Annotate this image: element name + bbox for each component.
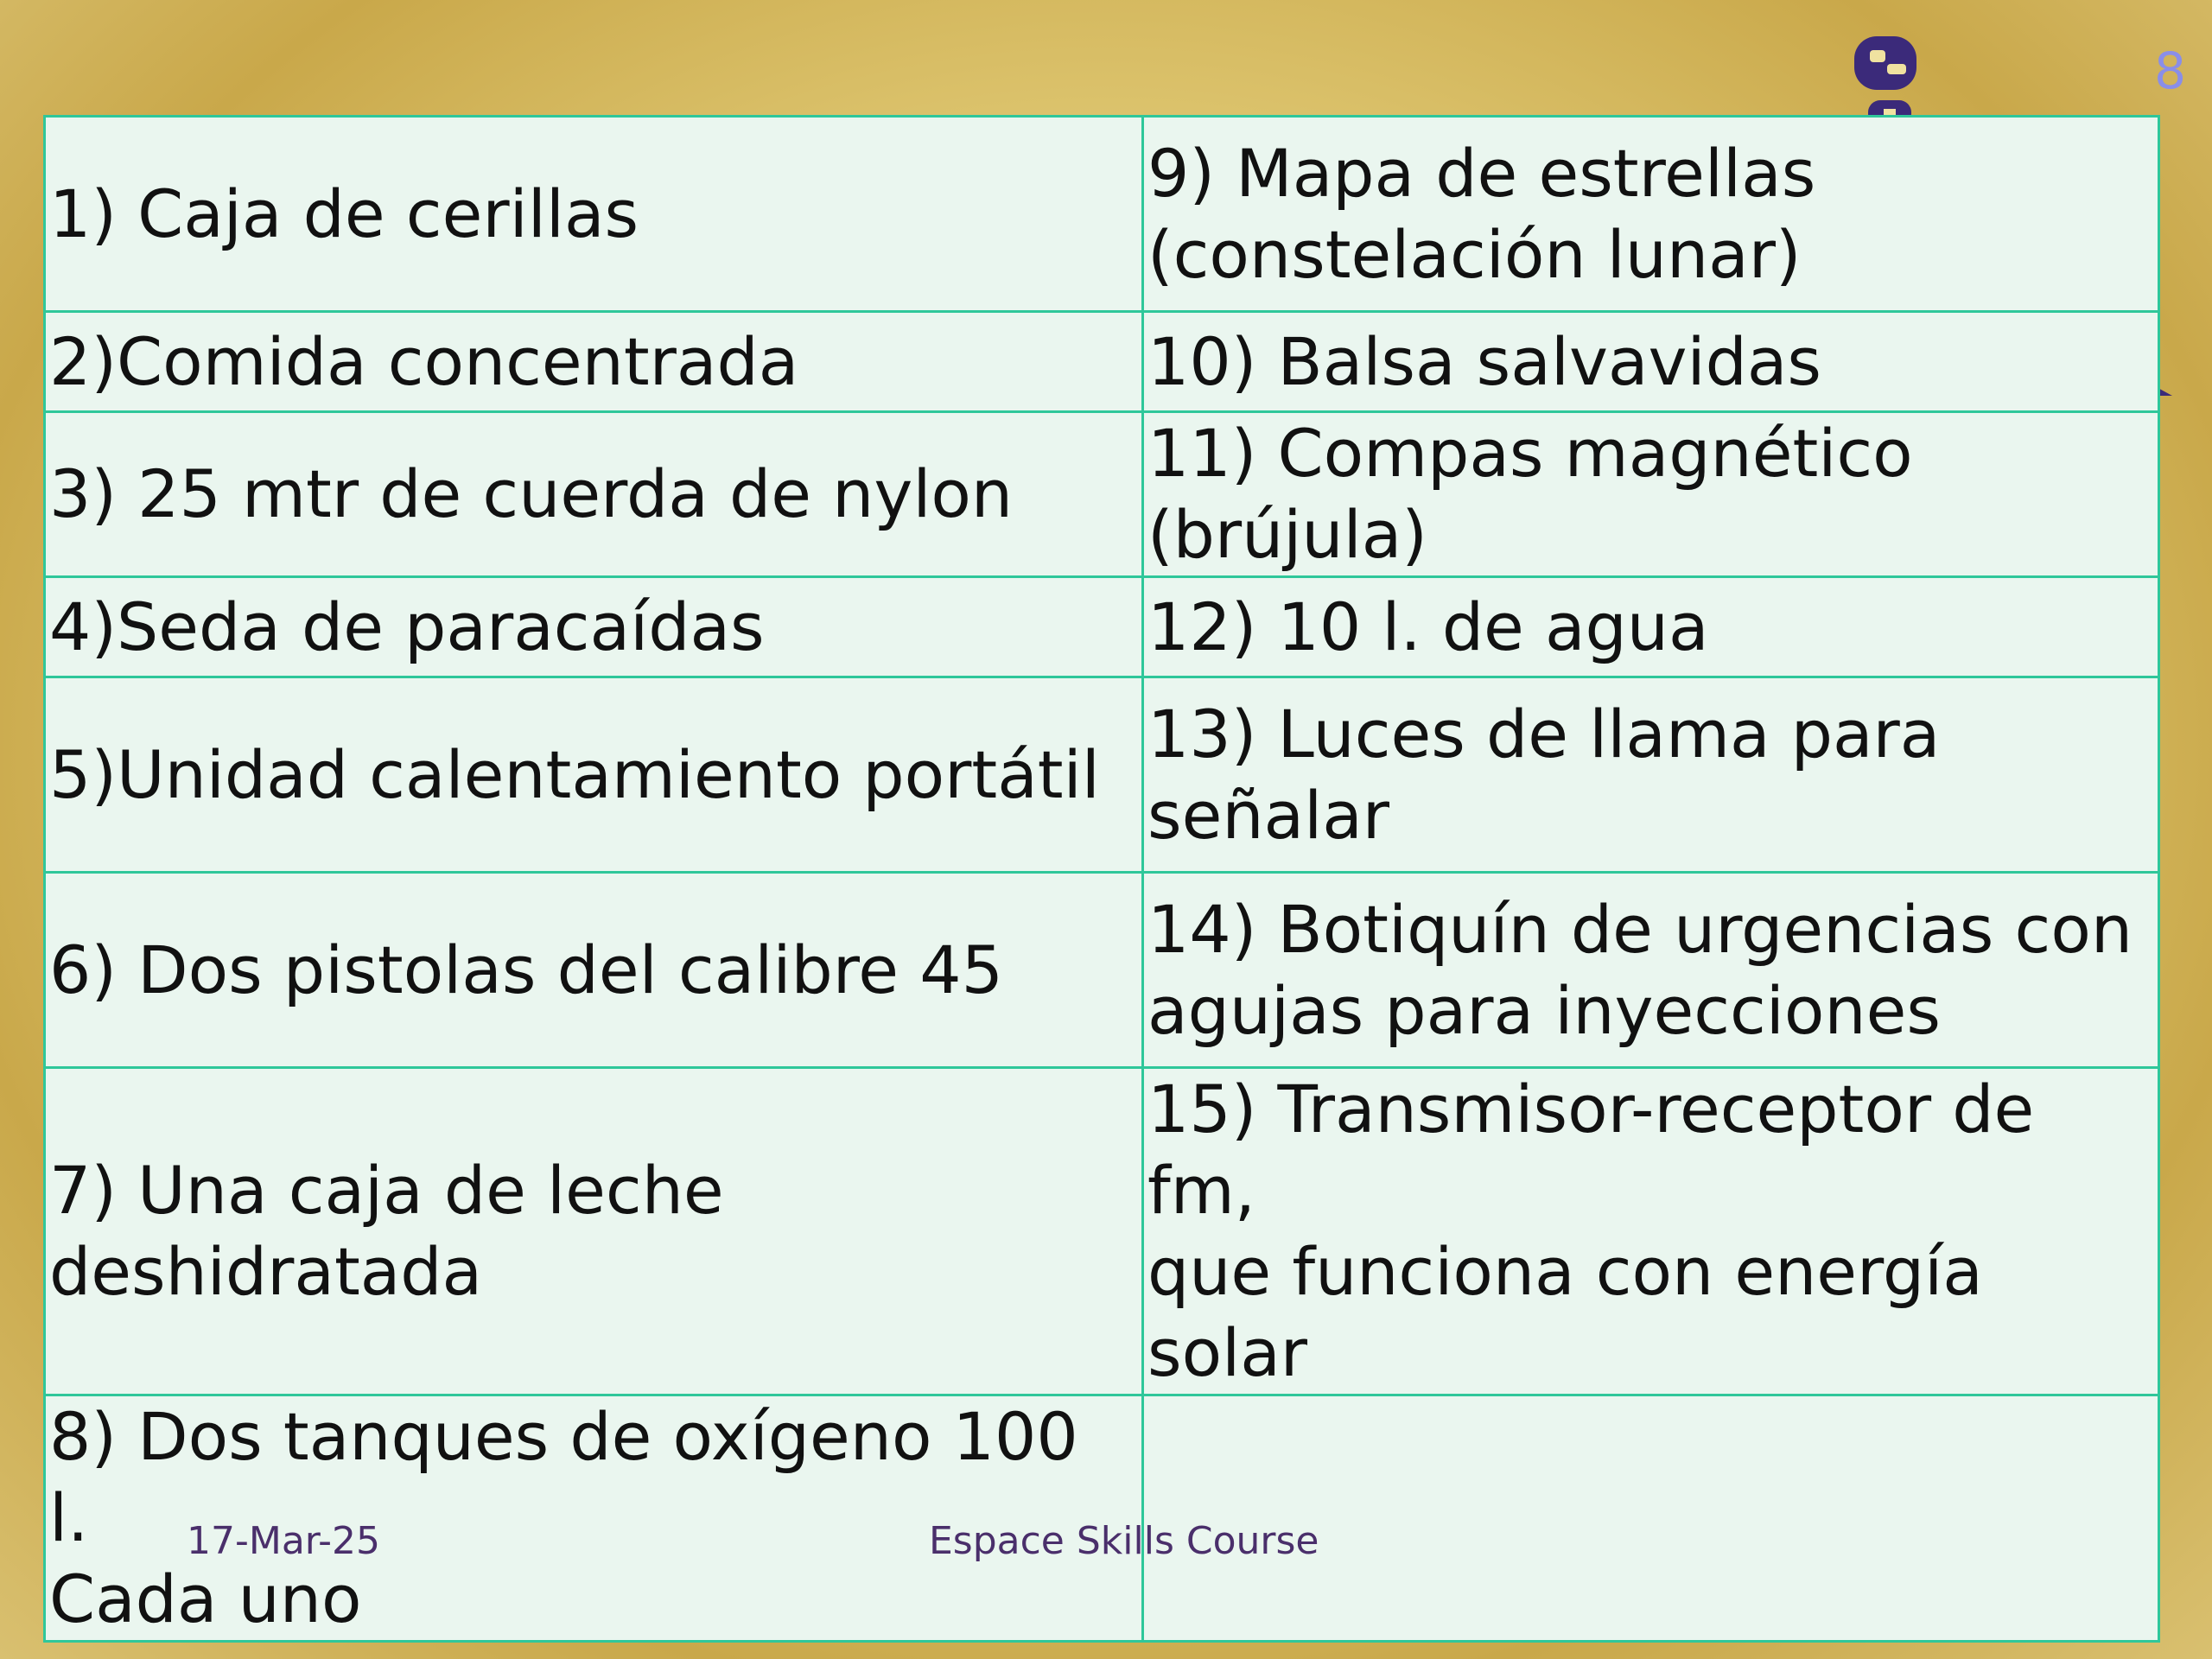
item-cell: 2)Comida concentrada (45, 312, 1143, 412)
table-row (45, 312, 2159, 412)
item-cell: 13) Luces de llama para señalar (1143, 677, 2159, 873)
item-cell: 14) Botiquín de urgencias con agujas para inyecciones (1143, 873, 2159, 1068)
item-cell: 15) Transmisor-receptor de fm, que funciona con energía solar (1143, 1068, 2159, 1395)
item-cell: 6) Dos pistolas del calibre 45 (45, 873, 1143, 1068)
item-cell: 9) Mapa de estrellas (constelación lunar) (1143, 117, 2159, 312)
item-cell: 3) 25 mtr de cuerda de nylon (45, 412, 1143, 577)
item-cell: 4)Seda de paracaídas (45, 577, 1143, 677)
table-row (45, 1395, 2159, 1642)
item-cell: 5)Unidad calentamiento portátil (45, 677, 1143, 873)
slide-number: 8 (2154, 41, 2186, 100)
table-row (45, 412, 2159, 577)
footer-date: 17-Mar-25 (187, 1519, 380, 1563)
items-table (43, 115, 2160, 1643)
table-row (45, 677, 2159, 873)
item-cell: 1) Caja de cerillas (45, 117, 1143, 312)
item-cell: 8) Dos tanques de oxígeno 100 l. Cada uno (45, 1395, 1143, 1642)
item-cell: 7) Una caja de leche deshidratada (45, 1068, 1143, 1395)
footer-course-title: Espace Skills Course (929, 1519, 1319, 1563)
table-row (45, 577, 2159, 677)
item-cell: 12) 10 l. de agua (1143, 577, 2159, 677)
table-row (45, 117, 2159, 312)
item-cell: 10) Balsa salvavidas (1143, 312, 2159, 412)
table-row (45, 873, 2159, 1068)
item-cell-empty (1143, 1395, 2159, 1642)
table-row (45, 1068, 2159, 1395)
item-cell: 11) Compas magnético (brújula) (1143, 412, 2159, 577)
